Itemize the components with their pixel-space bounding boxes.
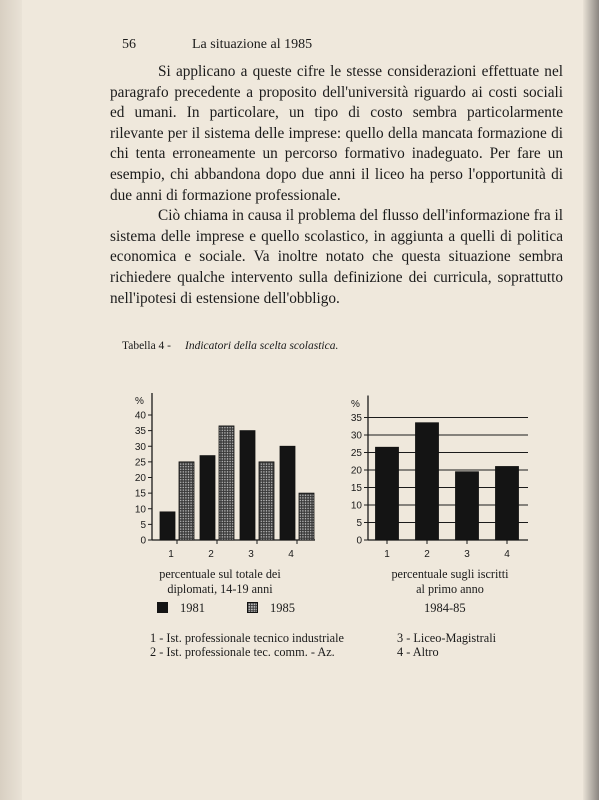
subtitle-line: al primo anno bbox=[416, 581, 484, 596]
y-tick-label: 25 bbox=[350, 448, 362, 459]
bar-1981-cat-1 bbox=[160, 512, 175, 540]
subtitle-line: diplomati, 14-19 anni bbox=[167, 581, 273, 596]
bar-1981-cat-3 bbox=[240, 431, 255, 540]
notes-right bbox=[397, 631, 496, 659]
legend-label: 1984-85 bbox=[424, 601, 466, 615]
y-tick-label: 20 bbox=[134, 473, 146, 484]
legend-1984-85 bbox=[424, 601, 466, 616]
bar-1985-cat-3 bbox=[259, 462, 274, 540]
note-item: 4 - Altro bbox=[397, 645, 439, 659]
y-tick-label: 40 bbox=[134, 410, 146, 422]
bar-1981-cat-2 bbox=[200, 456, 215, 540]
chart-left-subtitle bbox=[125, 567, 315, 596]
y-tick-label: 35 bbox=[350, 413, 362, 424]
bar-1981-cat-4 bbox=[280, 446, 295, 540]
y-tick-label: 25 bbox=[134, 457, 146, 469]
subtitle-line: percentuale sugli iscritti bbox=[391, 567, 509, 581]
note-item: 3 - Liceo-Magistrali bbox=[397, 631, 497, 645]
y-tick-label: 5 bbox=[356, 518, 362, 529]
bar-1984-85-cat-1 bbox=[376, 447, 399, 540]
x-tick-label: 3 bbox=[248, 549, 254, 560]
x-tick-label: 2 bbox=[424, 549, 430, 560]
x-tick-label: 3 bbox=[464, 549, 470, 560]
y-tick-label: 10 bbox=[134, 504, 146, 516]
bar-1984-85-cat-4 bbox=[496, 467, 519, 541]
y-tick-label: 20 bbox=[350, 465, 362, 477]
y-tick-label: 5 bbox=[140, 519, 146, 531]
y-axis-label: % bbox=[351, 399, 360, 410]
y-tick-label: 30 bbox=[350, 430, 362, 442]
note-item: 2 - Ist. professionale tec. comm. - Az. bbox=[150, 645, 335, 659]
legend-label: 1981 bbox=[180, 601, 205, 615]
y-tick-label: 30 bbox=[134, 441, 146, 453]
paragraph: Si applicano a queste cifre le stesse considerazioni effettuate nel paragrafo precedente a proposito dell'università riguardo ai costi sociali ed umani. In particolare, un tipo di costo sembra particolarmente rilevante per il sistema delle imprese: quello della mancata formazione di chi tenta erroneamente un percorso formativo inadeguato. Per fare un esempio, chi abbandona dopo due anni il liceo ha perso l'opportunità di due anni di formazione professionale. bbox=[110, 63, 563, 204]
bar-1985-cat-2 bbox=[219, 426, 234, 540]
bar-1984-85-cat-2 bbox=[416, 423, 439, 540]
y-tick-label: 0 bbox=[356, 535, 362, 547]
note-item: 1 - Ist. professionale tecnico industriale bbox=[150, 631, 344, 645]
y-tick-label: 10 bbox=[350, 500, 362, 512]
y-axis-label: % bbox=[135, 396, 144, 407]
bar-1985-cat-1 bbox=[179, 462, 194, 540]
legend-label: 1985 bbox=[270, 601, 295, 615]
table-label: Tabella 4 - bbox=[122, 340, 172, 352]
legend-1985 bbox=[247, 601, 295, 616]
x-tick-label: 1 bbox=[384, 549, 390, 560]
table-title: Indicatori della scelta scolastica. bbox=[185, 340, 339, 352]
page-number: 56 bbox=[122, 37, 136, 52]
legend-swatch-solid bbox=[157, 602, 168, 613]
bar-1984-85-cat-3 bbox=[456, 472, 479, 540]
x-tick-label: 2 bbox=[208, 549, 214, 560]
chart-left bbox=[135, 393, 315, 560]
x-tick-label: 4 bbox=[504, 549, 510, 560]
subtitle-line: percentuale sul totale dei bbox=[159, 567, 281, 581]
y-tick-label: 15 bbox=[350, 483, 362, 494]
notes-left bbox=[150, 631, 344, 659]
legend-swatch-dotted bbox=[247, 602, 258, 613]
x-tick-label: 4 bbox=[288, 549, 294, 560]
y-tick-label: 35 bbox=[134, 426, 146, 438]
bar-1985-cat-4 bbox=[299, 493, 314, 540]
x-tick-label: 1 bbox=[168, 549, 174, 560]
chart-right bbox=[351, 396, 528, 561]
y-tick-label: 0 bbox=[140, 535, 146, 547]
y-tick-label: 15 bbox=[134, 488, 146, 500]
paragraph: Ciò chiama in causa il problema del flusso dell'informazione fra il sistema delle imprese e quello scolastico, in aggiunta a quelli di politica economica e sociale. Va inoltre notato che questa situazione sembra richiedere qualche intervento sulla definizione dei curricula, soprattutto nell'ipotesi di estensione dell'obbligo. bbox=[110, 207, 563, 307]
legend-1981 bbox=[157, 601, 205, 616]
section-title: La situazione al 1985 bbox=[192, 37, 313, 52]
chart-right-subtitle bbox=[355, 567, 545, 596]
